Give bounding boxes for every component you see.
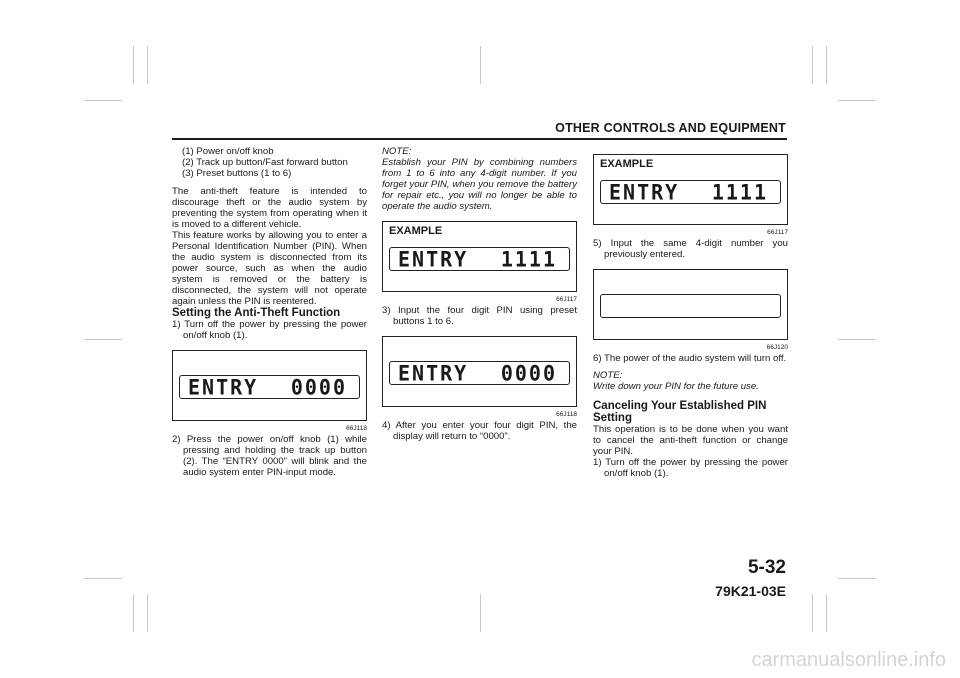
page-header-title: OTHER CONTROLS AND EQUIPMENT xyxy=(555,121,786,135)
crop-mark xyxy=(826,46,827,84)
crop-mark xyxy=(84,578,122,579)
lcd-entry-text: ENTRY xyxy=(398,245,469,272)
figure-code: 66J118 xyxy=(556,411,577,418)
display-figure-blank xyxy=(593,269,788,340)
crop-mark xyxy=(84,100,122,101)
cancel-paragraph: This operation is to be done when you want to cancel the anti-theft function or change your PIN. xyxy=(593,424,788,457)
crop-mark xyxy=(838,339,876,340)
lcd-display-blank xyxy=(600,294,781,318)
column-right xyxy=(593,146,788,479)
caption-item: (3) Preset buttons (1 to 6) xyxy=(182,168,292,179)
lcd-pin-text: 1111 xyxy=(711,178,768,205)
lcd-display xyxy=(389,247,570,271)
lcd-display xyxy=(179,375,360,399)
crop-mark xyxy=(812,594,813,632)
lcd-entry-text: ENTRY xyxy=(188,373,259,400)
crop-mark xyxy=(826,594,827,632)
lcd-display xyxy=(389,361,570,385)
lcd-pin-text: 0000 xyxy=(500,359,557,386)
display-figure-example-1111 xyxy=(382,221,577,292)
crop-mark xyxy=(84,339,122,340)
step-2: 2) Press the power on/off knob (1) while pressing and holding the track up button (2). The “ENTRY 0000” will blink and the audio system enter PIN-input mode. xyxy=(172,434,367,478)
step-1: 1) Turn off the power by pressing the power on/off knob (1). xyxy=(172,319,367,341)
note-label: NOTE: xyxy=(593,370,623,381)
caption-item: (1) Power on/off knob xyxy=(182,146,274,157)
crop-mark xyxy=(147,46,148,84)
lcd-pin-text: 0000 xyxy=(290,373,347,400)
column-left xyxy=(172,146,367,478)
caption-item: (2) Track up button/Fast forward button xyxy=(182,157,348,168)
step-6: 6) The power of the audio system will turn off. xyxy=(593,353,787,364)
display-figure-entry-0000 xyxy=(172,350,367,421)
crop-mark xyxy=(838,578,876,579)
document-code: 79K21-03E xyxy=(715,583,786,599)
crop-mark xyxy=(147,594,148,632)
crop-mark xyxy=(838,100,876,101)
lcd-pin-text: 1111 xyxy=(500,245,557,272)
note-text: Write down your PIN for the future use. xyxy=(593,381,759,392)
intro-paragraph: The anti-theft feature is intended to discourage theft or the audio system by preventing the system from operating when it is moved to a different vehicle. xyxy=(172,186,367,230)
pin-paragraph: This feature works by allowing you to enter a Personal Identification Number (PIN). When the audio system is disconnected from its power source, such as when the audio system is removed or the battery is disconnected, the system will not operate again unless the PIN is reentered. xyxy=(172,230,367,307)
figure-code: 66J118 xyxy=(346,425,367,432)
step-4: 4) After you enter your four digit PIN, the display will return to “0000”. xyxy=(382,420,577,442)
step-1-cancel: 1) Turn off the power by pressing the power on/off knob (1). xyxy=(593,457,788,479)
crop-mark xyxy=(133,46,134,84)
lcd-entry-text: ENTRY xyxy=(609,178,680,205)
crop-mark xyxy=(480,46,481,84)
crop-mark xyxy=(480,594,481,632)
crop-mark xyxy=(133,594,134,632)
column-middle xyxy=(382,146,577,442)
lcd-display xyxy=(600,180,781,204)
crop-mark xyxy=(812,46,813,84)
note-text: Establish your PIN by combining numbers from 1 to 6 into any 4-digit number. If you forget your PIN, when you remove the battery for repair etc., you will no longer be able to operate the audio system. xyxy=(382,157,577,212)
figure-code: 66J120 xyxy=(766,344,788,351)
lcd-entry-text: ENTRY xyxy=(398,359,469,386)
section-title-canceling: Canceling Your Established PIN Setting xyxy=(593,400,767,424)
section-title-setting: Setting the Anti-Theft Function xyxy=(172,307,341,319)
caption-list xyxy=(172,146,367,179)
figure-code: 66J117 xyxy=(556,296,577,303)
figure-label-example: EXAMPLE xyxy=(600,158,654,170)
step-5: 5) Input the same 4-digit number you previously entered. xyxy=(593,238,788,260)
display-figure-entry-0000 xyxy=(382,336,577,407)
header-rule xyxy=(172,138,787,140)
page-number: 5-32 xyxy=(747,557,786,578)
watermark: carmanualsonline.info xyxy=(751,649,946,671)
figure-code: 66J117 xyxy=(767,229,788,236)
display-figure-example-1111 xyxy=(593,154,788,225)
figure-label-example: EXAMPLE xyxy=(389,225,443,237)
step-3: 3) Input the four digit PIN using preset buttons 1 to 6. xyxy=(382,305,577,327)
note-label: NOTE: xyxy=(382,146,412,157)
